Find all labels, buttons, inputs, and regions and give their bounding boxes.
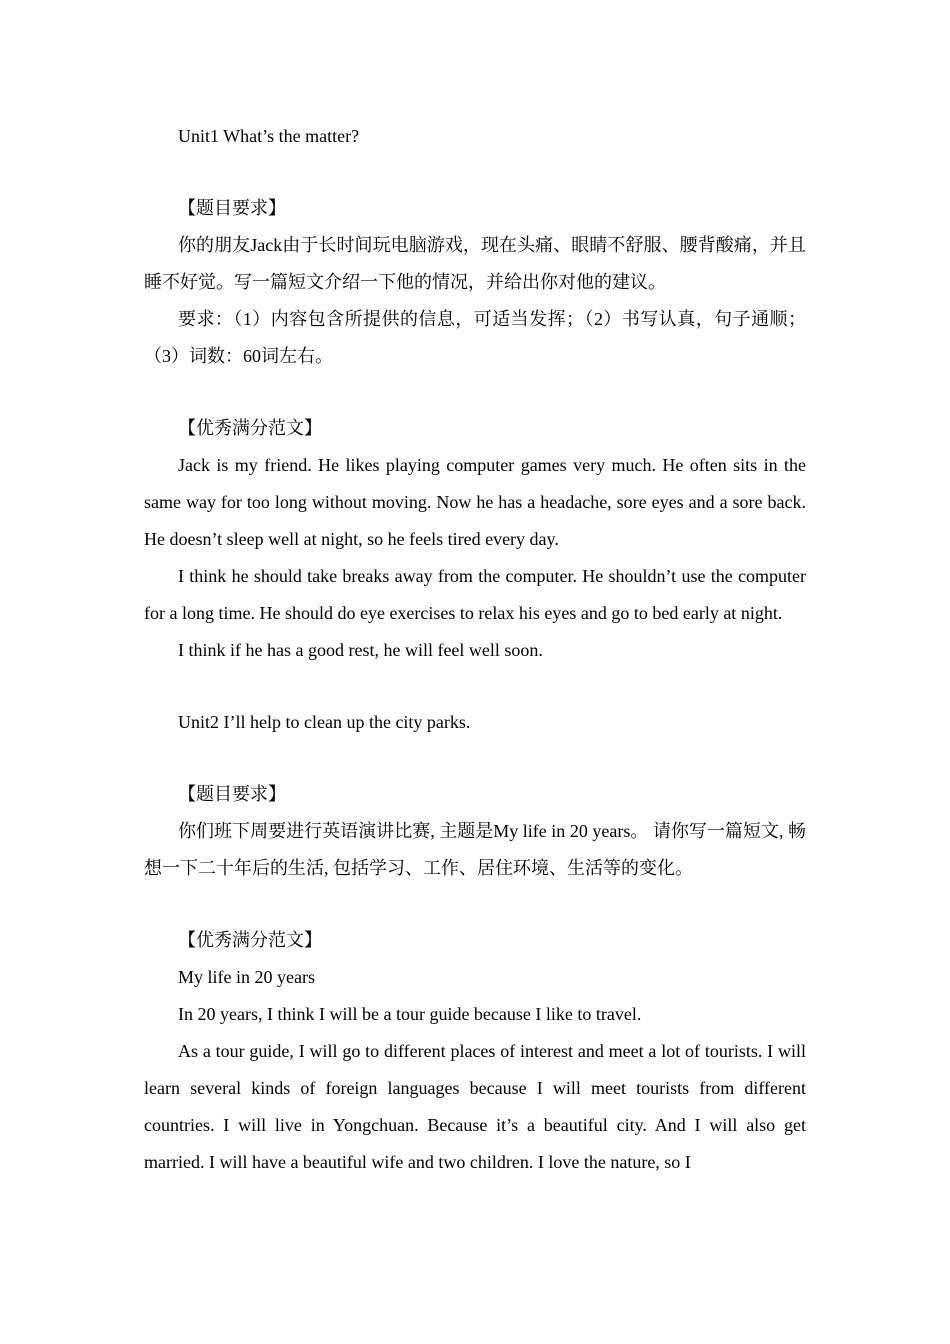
- unit1-requirement-paragraph: 你的朋友Jack由于长时间玩电脑游戏，现在头痛、眼睛不舒服、腰背酸痛，并且睡不好觉。写一篇短文介绍一下他的情况，并给出你对他的建议。: [144, 235, 806, 292]
- unit1-title: Unit1 What’s the matter?: [178, 126, 360, 146]
- unit2-requirement-heading: 【题目要求】: [178, 784, 286, 804]
- spacer: [144, 887, 806, 922]
- unit2-title: Unit2 I’ll help to clean up the city parks.: [178, 712, 471, 732]
- unit2-model-paragraph-1: In 20 years, I think I will be a tour guide because I like to travel.: [178, 1004, 642, 1024]
- unit1-model-heading: 【优秀满分范文】: [178, 418, 322, 438]
- unit1-model-paragraph-2: I think he should take breaks away from the computer. He shouldn’t use the computer for a long time. He should do eye exercises to relax his eyes and go to bed early at night.: [144, 566, 806, 623]
- unit1-model-paragraph-3: I think if he has a good rest, he will feel well soon.: [178, 640, 543, 660]
- unit1-model-paragraph-1: Jack is my friend. He likes playing computer games very much. He often sits in the same way for too long without moving. Now he has a headache, sore eyes and a sore back. He doesn’t sleep well at night, so he feels tired every day.: [144, 455, 806, 549]
- unit2-model-paragraph-2: As a tour guide, I will go to different places of interest and meet a lot of tourists. I will learn several kinds of foreign languages because I will meet tourists from different countries. I will live in Yongchuan. Because it’s a beautiful city. And I will also get married. I will have a beautiful wife and two children. I love the nature, so I: [144, 1041, 806, 1172]
- unit2-requirement-paragraph: 你们班下周要进行英语演讲比赛, 主题是My life in 20 years。 请你写一篇短文, 畅想一下二十年后的生活, 包括学习、工作、居住环境、生活等的变化。: [144, 821, 806, 878]
- unit1-requirement-heading: 【题目要求】: [178, 198, 286, 218]
- unit2-essay-title: My life in 20 years: [178, 967, 315, 987]
- unit2-model-heading: 【优秀满分范文】: [178, 930, 322, 950]
- spacer: [144, 741, 806, 776]
- spacer: [144, 375, 806, 410]
- spacer: [144, 669, 806, 704]
- spacer: [144, 155, 806, 190]
- unit1-requirement-rules: 要求：（1）内容包含所提供的信息，可适当发挥；（2）书写认真，句子通顺；（3）词数：60词左右。: [144, 309, 806, 366]
- document-body: [144, 118, 806, 1181]
